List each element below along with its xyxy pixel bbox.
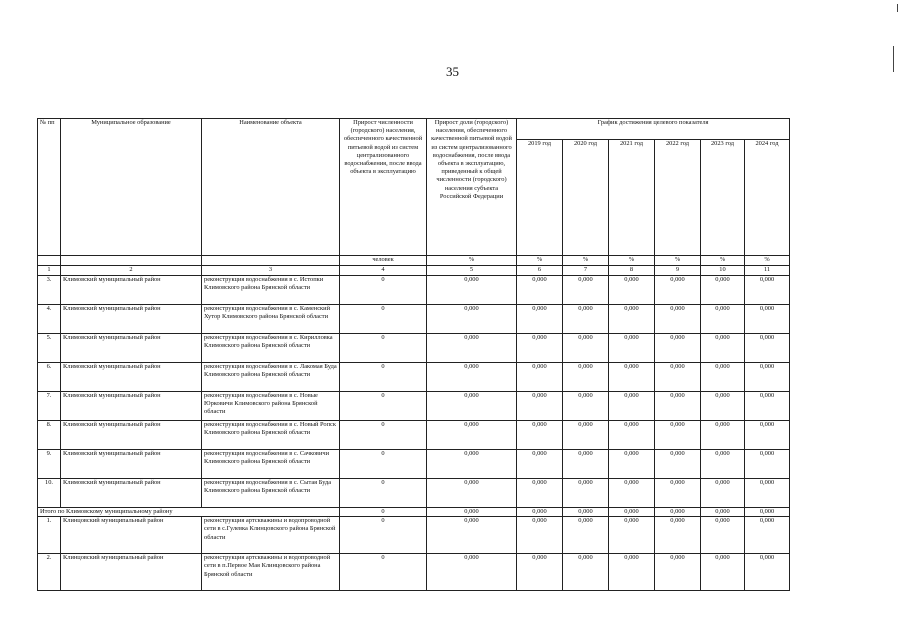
object-name-cell: реконструкция водоснабжения в с. Лакомая Буда Климовского района Брянской области [202,363,340,392]
share-growth-cell: 0,000 [427,517,517,554]
object-name-cell: реконструкция водоснабжения в с. Сачковичи Климовского района Брянской области [202,450,340,479]
year-value-cell: 0,000 [517,305,563,334]
year-value-cell: 0,000 [701,305,745,334]
share-growth-cell: 0,000 [427,554,517,591]
column-numbers-row [38,266,790,276]
header-year: 2021 год [609,140,655,256]
municipality-cell: Климовский муниципальный район [61,450,202,479]
object-name-cell: реконструкция артскважины и водопроводной сети в с.Гулевка Клинцовского района Брянской области [202,517,340,554]
column-number: 6 [517,266,563,276]
table-row [38,421,790,450]
municipality-cell: Климовский муниципальный район [61,276,202,305]
population-growth-cell: 0 [340,554,427,591]
year-value-cell: 0,000 [563,334,609,363]
total-share-growth: 0,000 [427,508,517,517]
year-value-cell: 0,000 [609,554,655,591]
header-year: 2022 год [655,140,701,256]
header-year: 2024 год [745,140,790,256]
year-value-cell: 0,000 [701,421,745,450]
total-population-growth: 0 [340,508,427,517]
margin-mark-top [897,4,898,12]
year-value-cell: 0,000 [745,305,790,334]
municipality-cell: Клинцовский муниципальный район [61,517,202,554]
row-number: 3. [38,276,61,305]
year-value-cell: 0,000 [655,479,701,508]
table-row [38,517,790,554]
year-value-cell: 0,000 [563,479,609,508]
municipality-cell: Климовский муниципальный район [61,363,202,392]
table-row [38,276,790,305]
header-population-growth: Прирост численности (городского) населения, обеспеченного качественной питьевой водой из систем централизованного водоснабжения, после ввода объекта в эксплуатацию [340,119,427,256]
row-number: 1. [38,517,61,554]
table-row [38,479,790,508]
year-value-cell: 0,000 [701,450,745,479]
column-number: 5 [427,266,517,276]
total-year-value: 0,000 [517,508,563,517]
total-row [38,508,790,517]
year-value-cell: 0,000 [609,421,655,450]
year-value-cell: 0,000 [745,517,790,554]
row-number: 7. [38,392,61,421]
header-municipality: Муниципальное образование [61,119,202,256]
share-growth-cell: 0,000 [427,421,517,450]
column-number: 1 [38,266,61,276]
header-year: 2023 год [701,140,745,256]
year-value-cell: 0,000 [701,554,745,591]
year-value-cell: 0,000 [745,479,790,508]
total-year-value: 0,000 [609,508,655,517]
year-value-cell: 0,000 [609,479,655,508]
header-share-growth: Прирост доли (городского) населения, обеспеченного качественной питьевой водой из систем централизованного водоснабжения, после ввода объекта в эксплуатацию, приведенный к общей численности (городского) населения субъекта Российской Федерации [427,119,517,256]
share-growth-cell: 0,000 [427,479,517,508]
year-value-cell: 0,000 [655,334,701,363]
unit-cell: % [563,256,609,266]
column-number: 3 [202,266,340,276]
year-value-cell: 0,000 [609,305,655,334]
target-indicator-table [37,118,790,591]
total-year-value: 0,000 [563,508,609,517]
year-value-cell: 0,000 [563,392,609,421]
year-value-cell: 0,000 [609,517,655,554]
year-value-cell: 0,000 [517,421,563,450]
object-name-cell: реконструкция водоснабжения в с. Кирилловка Климовского района Брянской области [202,334,340,363]
population-growth-cell: 0 [340,479,427,508]
year-value-cell: 0,000 [745,450,790,479]
year-value-cell: 0,000 [609,334,655,363]
share-growth-cell: 0,000 [427,450,517,479]
column-number: 11 [745,266,790,276]
unit-cell: % [701,256,745,266]
year-value-cell: 0,000 [745,392,790,421]
units-row [38,256,790,266]
row-number: 4. [38,305,61,334]
population-growth-cell: 0 [340,392,427,421]
share-growth-cell: 0,000 [427,305,517,334]
object-name-cell: реконструкция водоснабжения в с. Новый Ропск Климовского района Брянской области [202,421,340,450]
year-value-cell: 0,000 [745,554,790,591]
population-growth-cell: 0 [340,334,427,363]
year-value-cell: 0,000 [517,517,563,554]
unit-cell: % [745,256,790,266]
year-value-cell: 0,000 [655,363,701,392]
year-value-cell: 0,000 [609,363,655,392]
table-row [38,554,790,591]
municipality-cell: Климовский муниципальный район [61,392,202,421]
unit-cell: % [517,256,563,266]
year-value-cell: 0,000 [563,305,609,334]
year-value-cell: 0,000 [655,554,701,591]
year-value-cell: 0,000 [745,276,790,305]
unit-cell: % [609,256,655,266]
municipality-cell: Климовский муниципальный район [61,305,202,334]
header-year: 2019 год [517,140,563,256]
year-value-cell: 0,000 [655,392,701,421]
table-row [38,392,790,421]
year-value-cell: 0,000 [655,421,701,450]
municipality-cell: Климовский муниципальный район [61,479,202,508]
year-value-cell: 0,000 [701,363,745,392]
year-value-cell: 0,000 [563,554,609,591]
row-number: 6. [38,363,61,392]
table-row [38,363,790,392]
row-number: 2. [38,554,61,591]
population-growth-cell: 0 [340,421,427,450]
column-number: 4 [340,266,427,276]
year-value-cell: 0,000 [563,450,609,479]
year-value-cell: 0,000 [701,479,745,508]
year-value-cell: 0,000 [563,517,609,554]
year-value-cell: 0,000 [563,421,609,450]
year-value-cell: 0,000 [517,392,563,421]
year-value-cell: 0,000 [655,305,701,334]
year-value-cell: 0,000 [609,450,655,479]
year-value-cell: 0,000 [517,479,563,508]
total-year-value: 0,000 [701,508,745,517]
year-value-cell: 0,000 [745,334,790,363]
page-number: 35 [446,64,459,79]
object-name-cell: реконструкция водоснабжения в с. Каменский Хутор Климовского района Брянской области [202,305,340,334]
municipality-cell: Климовский муниципальный район [61,421,202,450]
unit-cell: % [655,256,701,266]
unit-cell: % [427,256,517,266]
total-year-value: 0,000 [745,508,790,517]
year-value-cell: 0,000 [517,363,563,392]
year-value-cell: 0,000 [517,450,563,479]
column-number: 8 [609,266,655,276]
row-number: 9. [38,450,61,479]
table-row [38,450,790,479]
year-value-cell: 0,000 [745,363,790,392]
year-value-cell: 0,000 [701,276,745,305]
population-growth-cell: 0 [340,276,427,305]
population-growth-cell: 0 [340,305,427,334]
row-number: 8. [38,421,61,450]
table-row [38,305,790,334]
share-growth-cell: 0,000 [427,392,517,421]
column-number: 2 [61,266,202,276]
municipality-cell: Климовский муниципальный район [61,334,202,363]
year-value-cell: 0,000 [701,517,745,554]
year-value-cell: 0,000 [745,421,790,450]
share-growth-cell: 0,000 [427,363,517,392]
header-object-name: Наименование объекта [202,119,340,256]
population-growth-cell: 0 [340,450,427,479]
header-year: 2020 год [563,140,609,256]
population-growth-cell: 0 [340,363,427,392]
column-number: 9 [655,266,701,276]
header-no: № пп [38,119,61,256]
year-value-cell: 0,000 [701,334,745,363]
year-value-cell: 0,000 [517,334,563,363]
margin-mark-right [893,46,894,72]
share-growth-cell: 0,000 [427,276,517,305]
year-value-cell: 0,000 [655,276,701,305]
year-value-cell: 0,000 [609,276,655,305]
year-value-cell: 0,000 [563,363,609,392]
column-number: 10 [701,266,745,276]
object-name-cell: реконструкция водоснабжения в с. Сытая Буда Климовского района Брянской области [202,479,340,508]
total-year-value: 0,000 [655,508,701,517]
row-number: 10. [38,479,61,508]
object-name-cell: реконструкция артскважины и водопроводной сети в п.Первое Мая Клинцовского района Брянской области [202,554,340,591]
unit-cell: человек [340,256,427,266]
year-value-cell: 0,000 [609,392,655,421]
year-value-cell: 0,000 [701,392,745,421]
object-name-cell: реконструкция водоснабжения в с. Новые Юрковичи Климовского района Брянской области [202,392,340,421]
table-row [38,334,790,363]
year-value-cell: 0,000 [517,554,563,591]
object-name-cell: реконструкция водоснабжения в с. Истопки Климовского района Брянской области [202,276,340,305]
municipality-cell: Клинцовский муниципальный район [61,554,202,591]
year-value-cell: 0,000 [563,276,609,305]
share-growth-cell: 0,000 [427,334,517,363]
column-number: 7 [563,266,609,276]
row-number: 5. [38,334,61,363]
population-growth-cell: 0 [340,517,427,554]
year-value-cell: 0,000 [517,276,563,305]
header-schedule: График достижения целевого показателя [517,119,790,140]
total-label: Итого по Климовскому муниципальному району [38,508,340,517]
year-value-cell: 0,000 [655,450,701,479]
year-value-cell: 0,000 [655,517,701,554]
